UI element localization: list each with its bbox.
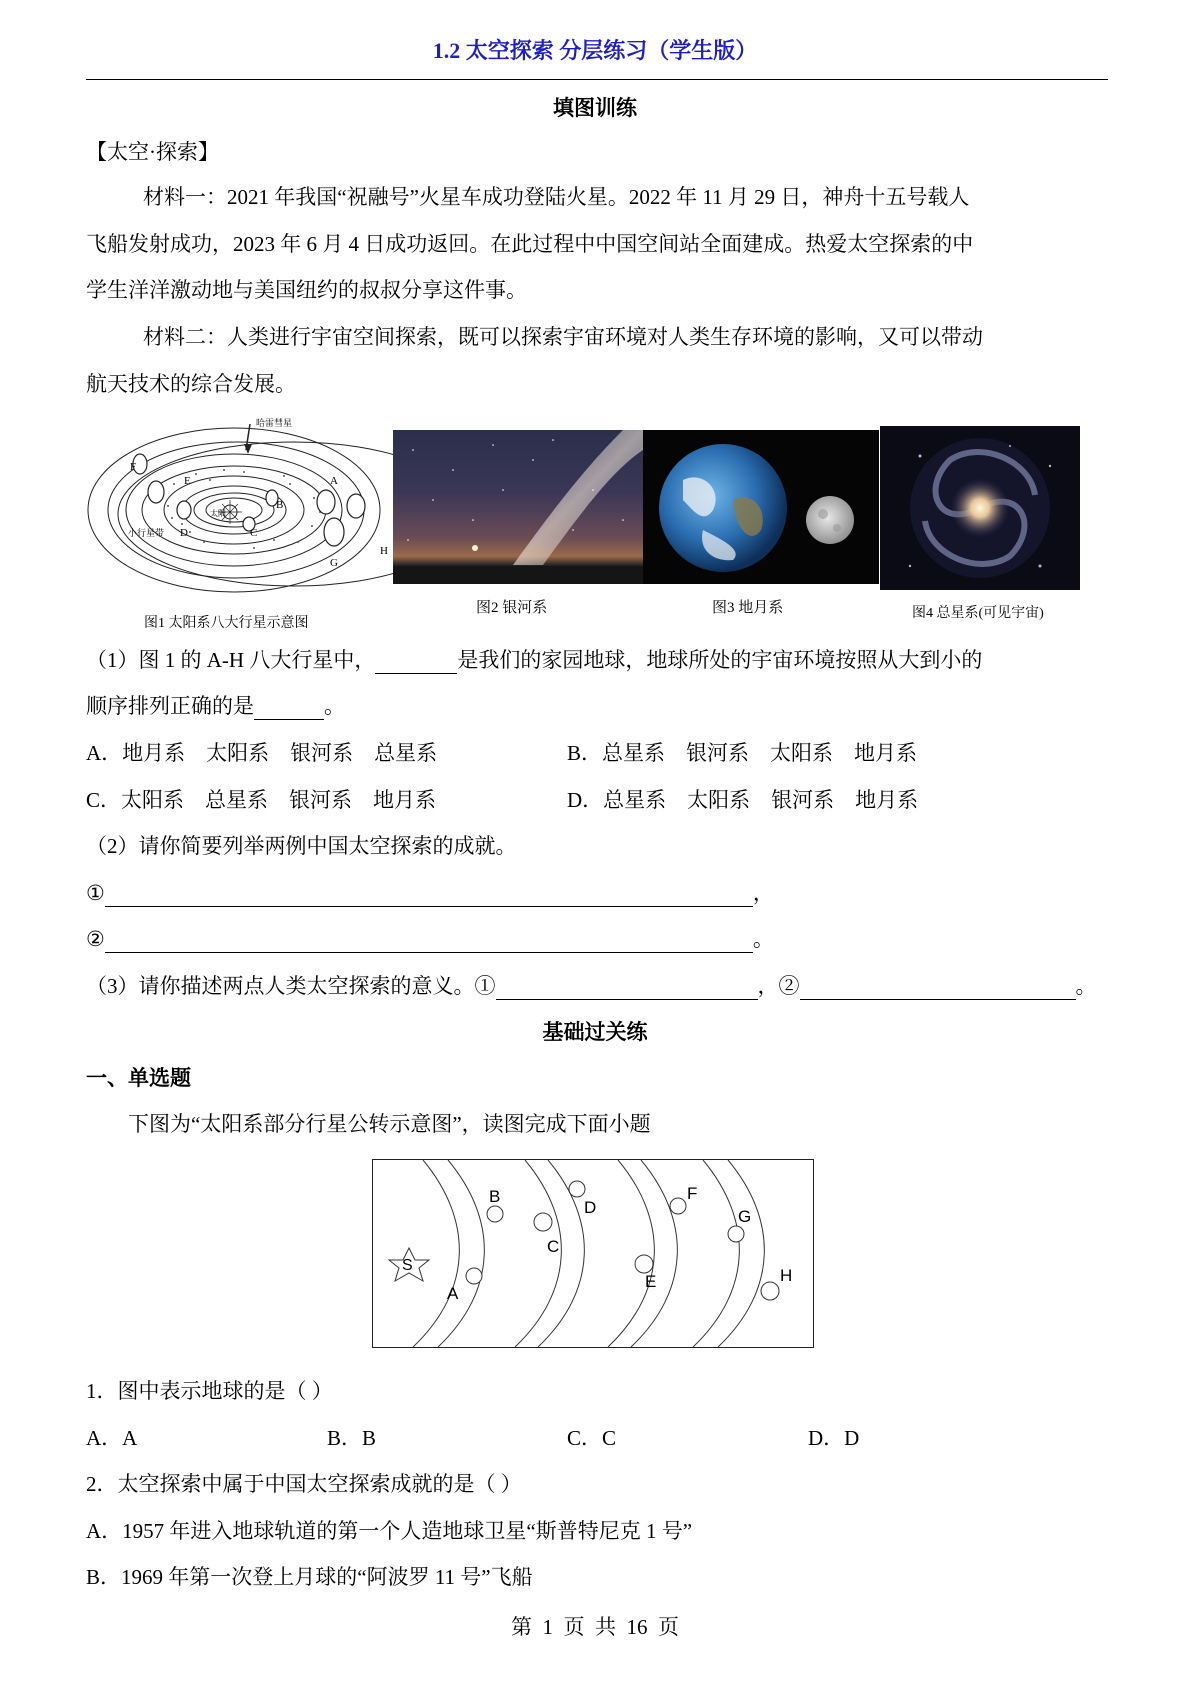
figure4-caption: 图4 总星系(可见宇宙)	[912, 606, 1044, 621]
section-heading-fill-map: 填图训练	[553, 96, 637, 120]
figure1-caption: 图1 太阳系八大行星示意图	[144, 616, 309, 631]
q2-mark1: ①	[86, 881, 105, 905]
figure3-caption: 图3 地月系	[712, 600, 784, 616]
q2-blank2[interactable]	[105, 930, 753, 953]
q1-line1-suffix: 是我们的家园地球，地球所处的宇宙环境按照从大到小的	[457, 648, 983, 672]
planet-label-f: F	[130, 461, 137, 473]
diagram-label-a: A	[447, 1284, 459, 1303]
sc-q2-option-a[interactable]: A．1957 年进入地球轨道的第一个人造地球卫星“斯普特尼克 1 号”	[86, 1519, 693, 1543]
topic-tag: 【太空·探索】	[86, 140, 219, 164]
planet-label-c: C	[250, 527, 258, 539]
planet-orbit-diagram	[372, 1159, 814, 1348]
planet-label-g: G	[330, 557, 338, 569]
q3-blank1[interactable]	[496, 977, 758, 1000]
planet-label-e: E	[184, 475, 191, 487]
figure2-caption: 图2 银河系	[476, 600, 548, 616]
q1-option-c[interactable]: C．太阳系 总星系 银河系 地月系	[86, 788, 437, 812]
asteroid-belt-label: 小行星带	[128, 528, 165, 538]
material1-line3: 学生洋洋激动地与美国纽约的叔叔分享这件事。	[86, 278, 527, 302]
figure-galaxy-photo	[880, 426, 1080, 590]
q1-blank-order[interactable]	[254, 697, 324, 720]
q3-line	[86, 970, 1097, 1000]
q1-line1	[86, 644, 982, 674]
q2-end1: ，	[752, 881, 774, 905]
q2-blank1[interactable]	[105, 884, 753, 907]
q3-mid: ，②	[757, 974, 800, 998]
sc-q1-option-c[interactable]: C．C	[567, 1426, 617, 1450]
diagram-label-b: B	[489, 1187, 501, 1206]
material2-line2: 航天技术的综合发展。	[86, 372, 296, 396]
sc-q1-option-b[interactable]: B．B	[327, 1426, 377, 1450]
sun-label-s: S	[402, 1257, 413, 1274]
page-footer: 第 1 页 共 16 页	[511, 1615, 679, 1639]
q1-line1-prefix: （1）图 1 的 A-H 八大行星中，	[86, 648, 376, 672]
q3-blank2[interactable]	[800, 977, 1076, 1000]
q2-prompt: （2）请你简要列举两例中国太空探索的成就。	[86, 834, 517, 858]
planet-label-d: D	[180, 527, 188, 539]
q1-line2-suffix: 。	[324, 694, 345, 718]
header-rule	[86, 79, 1108, 80]
q2-answer-line2	[86, 923, 774, 953]
diagram-label-f: F	[687, 1184, 698, 1203]
diagram-label-c: C	[547, 1237, 560, 1256]
q2-end2: 。	[752, 927, 774, 951]
figure-earth-moon-photo	[643, 430, 879, 584]
comet-label: 哈雷彗星	[256, 418, 293, 428]
q1-option-b[interactable]: B．总星系 银河系 太阳系 地月系	[567, 741, 918, 765]
sc-q2-option-b[interactable]: B．1969 年第一次登上月球的“阿波罗 11 号”飞船	[86, 1565, 533, 1589]
material2-line1: 材料二：人类进行宇宙空间探索，既可以探索宇宙环境对人类生存环境的影响，又可以带动	[143, 325, 983, 349]
material1-line2: 飞船发射成功，2023 年 6 月 4 日成功返回。在此过程中中国空间站全面建成。热爱太空探索的中	[86, 232, 974, 256]
material1-line1: 材料一：2021 年我国“祝融号”火星车成功登陆火星。2022 年 11 月 29 日，神舟十五号载人	[143, 185, 970, 209]
planet-label-b: B	[276, 499, 284, 511]
page-title: 1.2 太空探索 分层练习（学生版）	[432, 38, 758, 63]
q3-prefix: （3）请你描述两点人类太空探索的意义。①	[86, 974, 496, 998]
diagram-intro: 下图为“太阳系部分行星公转示意图”，读图完成下面小题	[128, 1112, 651, 1136]
sc-q1-option-a[interactable]: A．A	[86, 1426, 138, 1450]
q1-line2	[86, 690, 345, 720]
q1-blank-earth[interactable]	[375, 651, 457, 674]
q2-mark2: ②	[86, 927, 105, 951]
diagram-label-h: H	[780, 1266, 793, 1285]
part-title-single-choice: 一、单选题	[86, 1066, 191, 1090]
q1-option-d[interactable]: D．总星系 太阳系 银河系 地月系	[567, 788, 919, 812]
diagram-label-e: E	[645, 1272, 657, 1291]
figure-solar-system	[84, 414, 394, 614]
q3-end: 。	[1075, 974, 1097, 998]
sun-label: 太阳	[210, 509, 226, 518]
sc-q2-stem: 2．太空探索中属于中国太空探索成就的是（ ）	[86, 1472, 522, 1496]
section-heading-basic: 基础过关练	[542, 1020, 648, 1044]
planet-label-h: H	[380, 545, 388, 557]
sc-q1-stem: 1．图中表示地球的是（ ）	[86, 1379, 333, 1403]
diagram-label-g: G	[738, 1207, 752, 1226]
planet-label-a: A	[330, 475, 338, 487]
q1-option-a[interactable]: A．地月系 太阳系 银河系 总星系	[86, 741, 438, 765]
diagram-label-d: D	[584, 1198, 597, 1217]
q1-line2-prefix: 顺序排列正确的是	[86, 694, 254, 718]
sc-q1-option-d[interactable]: D．D	[808, 1426, 860, 1450]
figure-milky-way-photo	[393, 430, 643, 584]
q2-answer-line1	[86, 877, 774, 907]
